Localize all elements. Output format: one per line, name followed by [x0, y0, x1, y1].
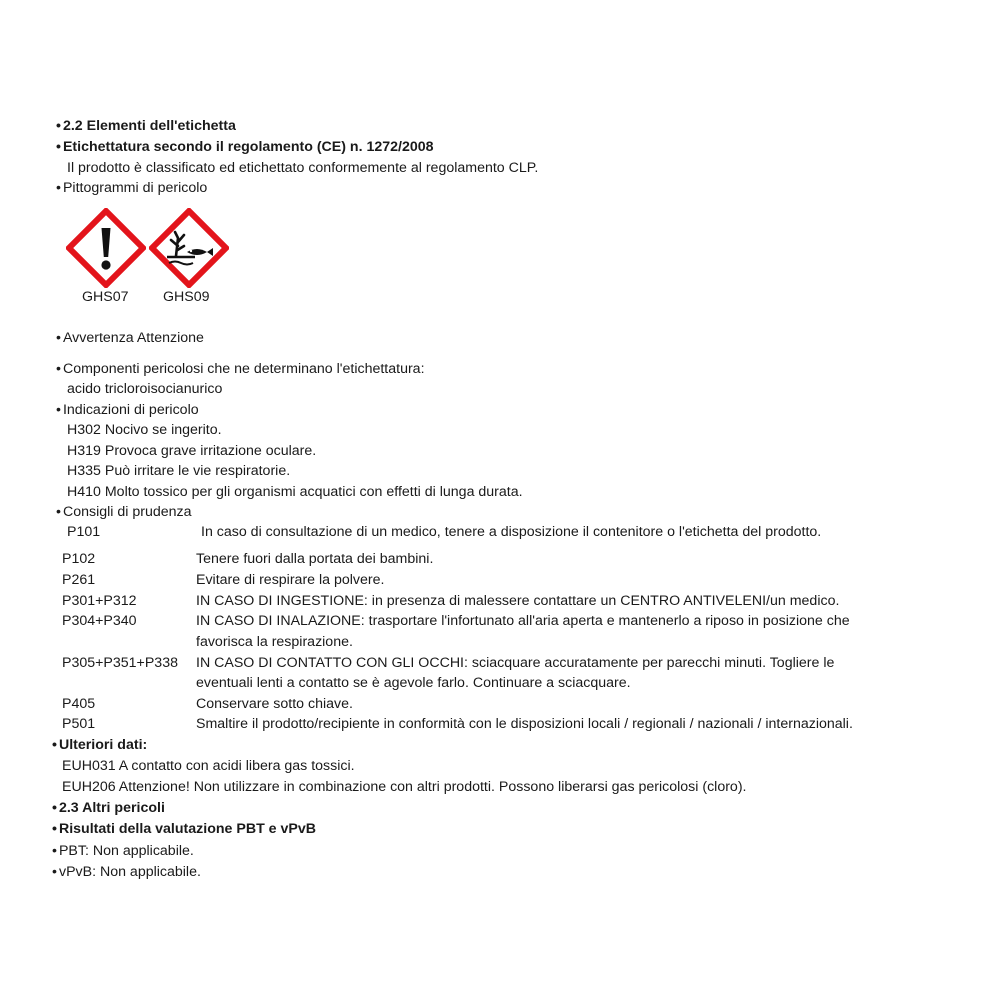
pictogram-label-ghs07: GHS07	[82, 289, 129, 305]
precaution-text: IN CASO DI INALAZIONE: trasportare l'infortunato all'aria aperta e mantenerlo a riposo in posizione che	[196, 613, 850, 629]
hazard-statement: H410 Molto tossico per gli organismi acquatici con effetti di lunga durata.	[67, 484, 523, 500]
section-title: • 2.2 Elementi dell'etichetta	[56, 117, 236, 135]
pictograms-heading: • Pittogrammi di pericolo	[56, 179, 207, 197]
precaution-code: P304+P340	[62, 613, 137, 629]
pictogram-label-ghs09: GHS09	[163, 289, 210, 305]
precaution-code: P305+P351+P338	[62, 655, 178, 671]
precaution-text: IN CASO DI CONTATTO CON GLI OCCHI: sciacquare accuratamente per parecchi minuti. Togliere le	[196, 655, 835, 671]
precaution-text: Tenere fuori dalla portata dei bambini.	[196, 551, 434, 567]
hazard-statement: H335 Può irritare le vie respiratorie.	[67, 463, 291, 479]
vpvb-result: • vPvB: Non applicabile.	[52, 863, 201, 881]
clp-text: Il prodotto è classificato ed etichettato conformemente al regolamento CLP.	[67, 160, 539, 176]
pbt-result: • PBT: Non applicabile.	[52, 842, 194, 860]
precaution-code: P102	[62, 551, 96, 567]
precaution-code: P501	[62, 716, 96, 732]
precaution-heading: • Consigli di prudenza	[56, 503, 192, 521]
precaution-code: P101	[67, 524, 101, 540]
exclamation-mark-icon	[66, 208, 146, 288]
precaution-code: P405	[62, 696, 96, 712]
precaution-code: P301+P312	[62, 593, 137, 609]
precaution-text: In caso di consultazione di un medico, tenere a disposizione il contenitore o l'etichetta del prodotto.	[201, 524, 822, 540]
hazard-heading: • Indicazioni di pericolo	[56, 401, 199, 419]
other-hazards-heading: • 2.3 Altri pericoli	[52, 799, 165, 817]
components-heading: • Componenti pericolosi che ne determinano l'etichettatura:	[56, 360, 425, 378]
environment-icon	[149, 208, 229, 288]
hazard-statement: H319 Provoca grave irritazione oculare.	[67, 443, 317, 459]
further-heading: • Ulteriori dati:	[52, 736, 147, 754]
further-item: EUH031 A contatto con acidi libera gas tossici.	[62, 758, 355, 774]
precaution-text: Evitare di respirare la polvere.	[196, 572, 385, 588]
labelling-heading: • Etichettatura secondo il regolamento (CE) n. 1272/2008	[56, 138, 434, 156]
precaution-text: favorisca la respirazione.	[196, 634, 353, 650]
precaution-text: IN CASO DI INGESTIONE: in presenza di malessere contattare un CENTRO ANTIVELENI/un medico.	[196, 593, 840, 609]
further-item: EUH206 Attenzione! Non utilizzare in combinazione con altri prodotti. Possono liberarsi gas pericolosi (cloro).	[62, 779, 747, 795]
precaution-text: eventuali lenti a contatto se è agevole farlo. Continuare a sciacquare.	[196, 675, 631, 691]
precaution-text: Smaltire il prodotto/recipiente in conformità con le disposizioni locali / regionali / nazionali / internazionali.	[196, 716, 853, 732]
pbt-heading: • Risultati della valutazione PBT e vPvB	[52, 820, 316, 838]
components-value: acido tricloroisocianurico	[67, 381, 223, 397]
precaution-text: Conservare sotto chiave.	[196, 696, 353, 712]
hazard-statement: H302 Nocivo se ingerito.	[67, 422, 222, 438]
signal-word: • Avvertenza Attenzione	[56, 329, 204, 347]
precaution-code: P261	[62, 572, 96, 588]
